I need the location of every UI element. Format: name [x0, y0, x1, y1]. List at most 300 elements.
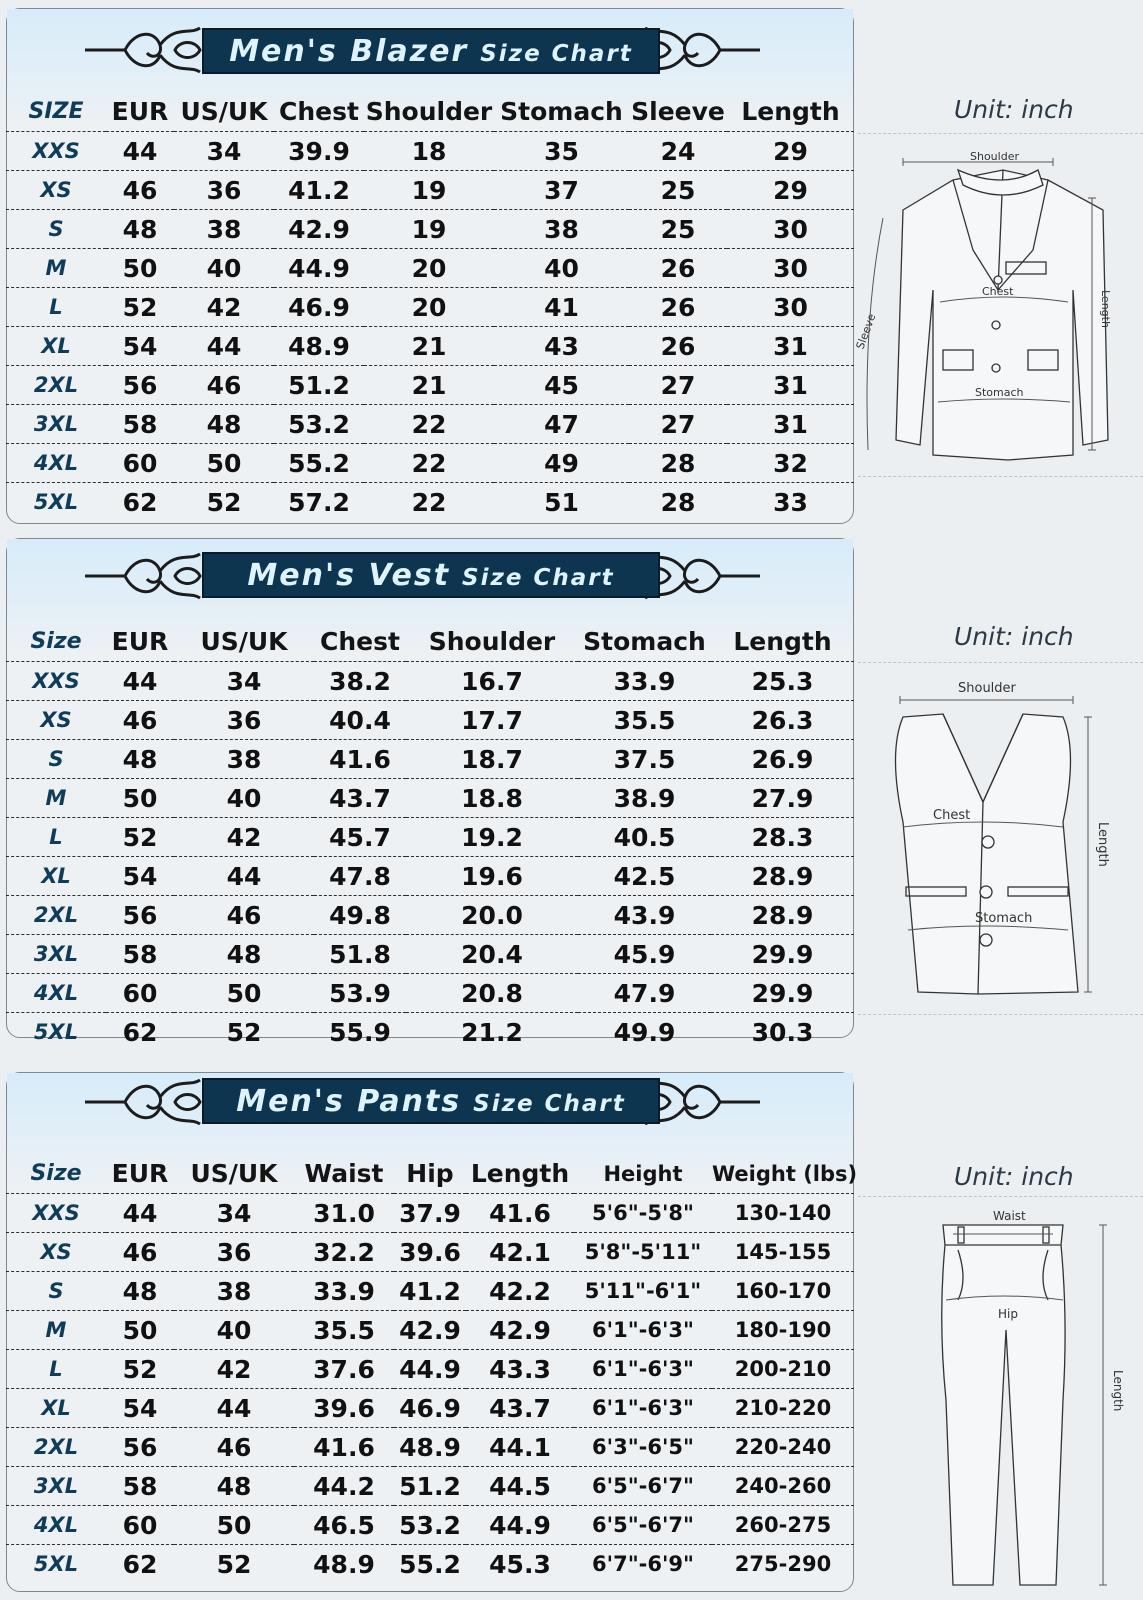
blazer-value-cell: 58	[106, 405, 174, 444]
blazer-value-cell: 52	[106, 288, 174, 327]
vest-title-banner	[202, 552, 660, 598]
vest-table-row	[6, 818, 854, 857]
vest-value-cell: 52	[174, 1013, 314, 1052]
blazer-value-cell: 31	[727, 405, 854, 444]
blazer-value-cell: 28	[629, 444, 727, 483]
vest-value-cell: 44	[106, 662, 174, 701]
blazer-size-cell: 5XL	[6, 483, 106, 522]
blazer-title-sub: Size Chart	[480, 41, 633, 67]
blazer-col-header: Shoulder	[365, 97, 493, 126]
blazer-col-header: Sleeve	[631, 97, 725, 126]
pants-col-header: Length	[470, 1159, 570, 1188]
vest-value-cell: 29.9	[711, 935, 854, 974]
blazer-value-cell: 50	[106, 249, 174, 288]
blazer-size-table	[6, 92, 854, 521]
vest-header-row	[6, 622, 854, 662]
pants-value-cell: 6'1"-6'3"	[574, 1311, 712, 1350]
blazer-value-cell: 31	[727, 327, 854, 366]
blazer-col-header: US/UK	[180, 97, 268, 126]
vest-value-cell: 26.9	[711, 740, 854, 779]
blazer-value-cell: 50	[174, 444, 274, 483]
blazer-value-cell: 39.9	[274, 132, 364, 171]
blazer-value-cell: 48	[106, 210, 174, 249]
blazer-size-cell: S	[6, 210, 106, 249]
blazer-title-banner	[202, 28, 660, 74]
vest-value-cell: 43.7	[314, 779, 406, 818]
blazer-table-row	[6, 288, 854, 327]
pants-value-cell: 41.6	[466, 1194, 574, 1233]
vest-value-cell: 41.6	[314, 740, 406, 779]
blazer-value-cell: 47	[494, 405, 629, 444]
blazer-size-cell: XXS	[6, 132, 106, 171]
vest-value-cell: 16.7	[406, 662, 578, 701]
blazer-value-cell: 18	[364, 132, 494, 171]
vest-value-cell: 40.5	[578, 818, 711, 857]
pants-col-header: Hip	[406, 1159, 454, 1188]
pants-value-cell: 43.7	[466, 1389, 574, 1428]
blazer-value-cell: 46	[174, 366, 274, 405]
pants-value-cell: 41.2	[394, 1272, 466, 1311]
blazer-value-cell: 41	[494, 288, 629, 327]
pants-value-cell: 260-275	[712, 1506, 854, 1545]
pants-value-cell: 37.9	[394, 1194, 466, 1233]
vest-unit-label: Unit: inch	[954, 622, 1074, 651]
vest-size-cell: 4XL	[6, 974, 106, 1013]
vest-title-sub: Size Chart	[462, 565, 615, 591]
pants-value-cell: 48.9	[294, 1545, 394, 1584]
blazer-illustration-divider	[858, 133, 1143, 134]
vest-value-cell: 33.9	[578, 662, 711, 701]
blazer-value-cell: 42	[174, 288, 274, 327]
pants-value-cell: 52	[106, 1350, 174, 1389]
blazer-value-cell: 54	[106, 327, 174, 366]
pants-title-banner	[202, 1078, 660, 1124]
vest-col-header: Size	[30, 629, 82, 654]
vest-value-cell: 19.2	[406, 818, 578, 857]
blazer-col-header: EUR	[111, 97, 169, 126]
vest-value-cell: 26.3	[711, 701, 854, 740]
pants-value-cell: 130-140	[712, 1194, 854, 1233]
vest-value-cell: 28.3	[711, 818, 854, 857]
vest-diagram-icon	[858, 672, 1143, 1002]
pants-value-cell: 55.2	[394, 1545, 466, 1584]
vest-value-cell: 43.9	[578, 896, 711, 935]
vest-size-cell: M	[6, 779, 106, 818]
ornament-left-icon	[85, 20, 205, 80]
pants-table-row	[6, 1467, 854, 1506]
pants-value-cell: 48	[174, 1467, 294, 1506]
pants-table-row	[6, 1545, 854, 1584]
blazer-col-header: Stomach	[500, 97, 623, 126]
blazer-value-cell: 27	[629, 366, 727, 405]
vest-table-row	[6, 662, 854, 701]
blazer-value-cell: 26	[629, 249, 727, 288]
pants-value-cell: 51.2	[394, 1467, 466, 1506]
pants-value-cell: 275-290	[712, 1545, 854, 1584]
blazer-table-row	[6, 366, 854, 405]
blazer-value-cell: 38	[494, 210, 629, 249]
pants-diagram-length-label: Length	[1111, 1370, 1125, 1412]
vest-size-cell: S	[6, 740, 106, 779]
vest-value-cell: 28.9	[711, 857, 854, 896]
pants-value-cell: 6'5"-6'7"	[574, 1506, 712, 1545]
blazer-value-cell: 28	[629, 483, 727, 522]
blazer-table-row	[6, 327, 854, 366]
blazer-value-cell: 26	[629, 327, 727, 366]
pants-value-cell: 46	[174, 1428, 294, 1467]
blazer-value-cell: 30	[727, 210, 854, 249]
pants-header-row	[6, 1154, 854, 1194]
vest-table-row	[6, 740, 854, 779]
blazer-value-cell: 25	[629, 210, 727, 249]
vest-col-header: Stomach	[583, 627, 706, 656]
blazer-table-row	[6, 405, 854, 444]
blazer-diagram-chest-label: Chest	[982, 285, 1014, 298]
blazer-table-row	[6, 171, 854, 210]
pants-value-cell: 34	[174, 1194, 294, 1233]
blazer-value-cell: 46	[106, 171, 174, 210]
blazer-value-cell: 62	[106, 483, 174, 522]
vest-value-cell: 20.0	[406, 896, 578, 935]
vest-size-cell: 5XL	[6, 1013, 106, 1052]
blazer-value-cell: 37	[494, 171, 629, 210]
blazer-value-cell: 22	[364, 405, 494, 444]
vest-value-cell: 51.8	[314, 935, 406, 974]
blazer-value-cell: 60	[106, 444, 174, 483]
vest-value-cell: 50	[174, 974, 314, 1013]
blazer-diagram-icon	[853, 140, 1143, 470]
blazer-value-cell: 22	[364, 444, 494, 483]
blazer-table-row	[6, 132, 854, 171]
vest-col-header: Shoulder	[428, 627, 556, 656]
vest-value-cell: 49.8	[314, 896, 406, 935]
pants-table-row	[6, 1272, 854, 1311]
vest-size-cell: XL	[6, 857, 106, 896]
blazer-value-cell: 44	[106, 132, 174, 171]
pants-value-cell: 44	[174, 1389, 294, 1428]
vest-col-header: Length	[733, 627, 832, 656]
vest-value-cell: 48	[106, 740, 174, 779]
pants-title-sub: Size Chart	[473, 1091, 626, 1117]
pants-value-cell: 5'11"-6'1"	[574, 1272, 712, 1311]
pants-value-cell: 33.9	[294, 1272, 394, 1311]
vest-value-cell: 20.4	[406, 935, 578, 974]
blazer-value-cell: 36	[174, 171, 274, 210]
vest-value-cell: 36	[174, 701, 314, 740]
blazer-value-cell: 35	[494, 132, 629, 171]
blazer-value-cell: 21	[364, 366, 494, 405]
blazer-diagram-shoulder-label: Shoulder	[970, 150, 1019, 163]
pants-value-cell: 36	[174, 1233, 294, 1272]
vest-value-cell: 42.5	[578, 857, 711, 896]
blazer-value-cell: 19	[364, 171, 494, 210]
blazer-value-cell: 49	[494, 444, 629, 483]
pants-value-cell: 44.2	[294, 1467, 394, 1506]
blazer-value-cell: 29	[727, 171, 854, 210]
blazer-value-cell: 41.2	[274, 171, 364, 210]
blazer-title: Men's Blazer	[229, 34, 469, 69]
vest-value-cell: 55.9	[314, 1013, 406, 1052]
pants-value-cell: 180-190	[712, 1311, 854, 1350]
vest-value-cell: 27.9	[711, 779, 854, 818]
pants-value-cell: 38	[174, 1272, 294, 1311]
pants-value-cell: 48.9	[394, 1428, 466, 1467]
vest-value-cell: 60	[106, 974, 174, 1013]
vest-value-cell: 25.3	[711, 662, 854, 701]
blazer-value-cell: 40	[174, 249, 274, 288]
vest-size-table	[6, 622, 854, 1051]
blazer-value-cell: 24	[629, 132, 727, 171]
pants-value-cell: 54	[106, 1389, 174, 1428]
pants-value-cell: 41.6	[294, 1428, 394, 1467]
pants-col-header: US/UK	[190, 1159, 278, 1188]
vest-value-cell: 62	[106, 1013, 174, 1052]
blazer-illustration-divider-bottom	[858, 476, 1143, 477]
blazer-value-cell: 19	[364, 210, 494, 249]
pants-size-cell: 3XL	[6, 1467, 106, 1506]
vest-value-cell: 45.9	[578, 935, 711, 974]
vest-value-cell: 46	[106, 701, 174, 740]
pants-value-cell: 44.9	[394, 1350, 466, 1389]
pants-value-cell: 145-155	[712, 1233, 854, 1272]
vest-size-cell: 3XL	[6, 935, 106, 974]
pants-col-header: Size	[30, 1161, 82, 1186]
vest-table-row	[6, 701, 854, 740]
blazer-size-cell: XS	[6, 171, 106, 210]
pants-value-cell: 6'1"-6'3"	[574, 1389, 712, 1428]
vest-value-cell: 20.8	[406, 974, 578, 1013]
blazer-value-cell: 29	[727, 132, 854, 171]
pants-table-row	[6, 1350, 854, 1389]
blazer-col-header: SIZE	[28, 99, 84, 124]
vest-value-cell: 38.2	[314, 662, 406, 701]
blazer-size-cell: 2XL	[6, 366, 106, 405]
blazer-table-row	[6, 249, 854, 288]
vest-value-cell: 28.9	[711, 896, 854, 935]
vest-value-cell: 52	[106, 818, 174, 857]
pants-value-cell: 56	[106, 1428, 174, 1467]
blazer-value-cell: 48	[174, 405, 274, 444]
blazer-table-row	[6, 483, 854, 522]
pants-value-cell: 42.2	[466, 1272, 574, 1311]
pants-value-cell: 210-220	[712, 1389, 854, 1428]
vest-size-cell: L	[6, 818, 106, 857]
pants-col-header: Waist	[304, 1159, 384, 1188]
vest-value-cell: 54	[106, 857, 174, 896]
vest-table-row	[6, 779, 854, 818]
pants-value-cell: 46.9	[394, 1389, 466, 1428]
vest-col-header: US/UK	[200, 627, 288, 656]
pants-value-cell: 160-170	[712, 1272, 854, 1311]
vest-value-cell: 42	[174, 818, 314, 857]
vest-table-row	[6, 1013, 854, 1052]
pants-value-cell: 42.9	[394, 1311, 466, 1350]
pants-size-cell: 2XL	[6, 1428, 106, 1467]
ornament-left-icon	[85, 1072, 205, 1132]
blazer-value-cell: 20	[364, 249, 494, 288]
pants-value-cell: 53.2	[394, 1506, 466, 1545]
vest-size-cell: XS	[6, 701, 106, 740]
vest-value-cell: 53.9	[314, 974, 406, 1013]
pants-table-row	[6, 1389, 854, 1428]
pants-value-cell: 6'7"-6'9"	[574, 1545, 712, 1584]
blazer-value-cell: 53.2	[274, 405, 364, 444]
pants-value-cell: 46.5	[294, 1506, 394, 1545]
pants-size-cell: 5XL	[6, 1545, 106, 1584]
blazer-size-cell: 4XL	[6, 444, 106, 483]
pants-value-cell: 32.2	[294, 1233, 394, 1272]
vest-illustration-divider	[858, 662, 1143, 663]
pants-value-cell: 39.6	[394, 1233, 466, 1272]
pants-value-cell: 39.6	[294, 1389, 394, 1428]
blazer-value-cell: 34	[174, 132, 274, 171]
vest-value-cell: 34	[174, 662, 314, 701]
pants-value-cell: 42	[174, 1350, 294, 1389]
blazer-value-cell: 55.2	[274, 444, 364, 483]
vest-col-header: Chest	[320, 627, 400, 656]
blazer-value-cell: 40	[494, 249, 629, 288]
pants-size-cell: L	[6, 1350, 106, 1389]
pants-value-cell: 5'6"-5'8"	[574, 1194, 712, 1233]
pants-illustration-divider	[858, 1196, 1143, 1197]
blazer-unit-label: Unit: inch	[954, 95, 1074, 124]
blazer-size-cell: 3XL	[6, 405, 106, 444]
pants-title: Men's Pants	[236, 1084, 462, 1119]
blazer-value-cell: 20	[364, 288, 494, 327]
blazer-value-cell: 32	[727, 444, 854, 483]
vest-size-cell: 2XL	[6, 896, 106, 935]
ornament-left-icon	[85, 546, 205, 606]
blazer-value-cell: 33	[727, 483, 854, 522]
blazer-value-cell: 44	[174, 327, 274, 366]
pants-value-cell: 44.5	[466, 1467, 574, 1506]
pants-value-cell: 200-210	[712, 1350, 854, 1389]
pants-value-cell: 43.3	[466, 1350, 574, 1389]
vest-value-cell: 50	[106, 779, 174, 818]
blazer-value-cell: 42.9	[274, 210, 364, 249]
blazer-value-cell: 44.9	[274, 249, 364, 288]
vest-diagram-shoulder-label: Shoulder	[958, 681, 1016, 696]
pants-value-cell: 60	[106, 1506, 174, 1545]
pants-value-cell: 6'1"-6'3"	[574, 1350, 712, 1389]
pants-value-cell: 44.9	[466, 1506, 574, 1545]
pants-value-cell: 50	[174, 1506, 294, 1545]
blazer-value-cell: 45	[494, 366, 629, 405]
pants-table-row	[6, 1311, 854, 1350]
pants-value-cell: 44	[106, 1194, 174, 1233]
blazer-col-header: Chest	[279, 97, 359, 126]
blazer-value-cell: 31	[727, 366, 854, 405]
pants-size-cell: XS	[6, 1233, 106, 1272]
pants-table-row	[6, 1233, 854, 1272]
pants-value-cell: 44.1	[466, 1428, 574, 1467]
vest-value-cell: 38.9	[578, 779, 711, 818]
blazer-value-cell: 26	[629, 288, 727, 327]
blazer-value-cell: 51.2	[274, 366, 364, 405]
blazer-value-cell: 27	[629, 405, 727, 444]
pants-value-cell: 52	[174, 1545, 294, 1584]
blazer-value-cell: 43	[494, 327, 629, 366]
pants-col-header: EUR	[111, 1159, 169, 1188]
pants-value-cell: 6'3"-6'5"	[574, 1428, 712, 1467]
vest-value-cell: 19.6	[406, 857, 578, 896]
pants-diagram-waist-label: Waist	[993, 1209, 1026, 1223]
blazer-size-cell: L	[6, 288, 106, 327]
blazer-diagram-length-label: Length	[1099, 290, 1112, 328]
vest-value-cell: 44	[174, 857, 314, 896]
blazer-value-cell: 57.2	[274, 483, 364, 522]
pants-diagram-hip-label: Hip	[998, 1307, 1018, 1321]
pants-value-cell: 42.1	[466, 1233, 574, 1272]
pants-table-row	[6, 1428, 854, 1467]
pants-value-cell: 58	[106, 1467, 174, 1506]
vest-table-row	[6, 974, 854, 1013]
vest-size-cell: XXS	[6, 662, 106, 701]
vest-table-row	[6, 896, 854, 935]
blazer-diagram-sleeve-label: Sleeve	[853, 311, 879, 352]
blazer-table-row	[6, 210, 854, 249]
vest-value-cell: 21.2	[406, 1013, 578, 1052]
pants-value-cell: 50	[106, 1311, 174, 1350]
pants-size-cell: XXS	[6, 1194, 106, 1233]
pants-value-cell: 42.9	[466, 1311, 574, 1350]
blazer-value-cell: 46.9	[274, 288, 364, 327]
vest-value-cell: 35.5	[578, 701, 711, 740]
blazer-value-cell: 22	[364, 483, 494, 522]
vest-value-cell: 48	[174, 935, 314, 974]
pants-table-row	[6, 1194, 854, 1233]
pants-table-row	[6, 1506, 854, 1545]
blazer-table-row	[6, 444, 854, 483]
blazer-value-cell: 30	[727, 249, 854, 288]
vest-illustration-divider-bottom	[858, 1014, 1143, 1015]
vest-table-row	[6, 857, 854, 896]
pants-size-cell: 4XL	[6, 1506, 106, 1545]
pants-value-cell: 46	[106, 1233, 174, 1272]
pants-value-cell: 31.0	[294, 1194, 394, 1233]
pants-col-header: Weight (lbs)	[712, 1161, 858, 1186]
vest-value-cell: 37.5	[578, 740, 711, 779]
pants-value-cell: 45.3	[466, 1545, 574, 1584]
vest-value-cell: 18.8	[406, 779, 578, 818]
blazer-value-cell: 21	[364, 327, 494, 366]
blazer-value-cell: 25	[629, 171, 727, 210]
blazer-col-header: Length	[741, 97, 840, 126]
pants-value-cell: 5'8"-5'11"	[574, 1233, 712, 1272]
vest-value-cell: 29.9	[711, 974, 854, 1013]
vest-value-cell: 49.9	[578, 1013, 711, 1052]
vest-value-cell: 46	[174, 896, 314, 935]
blazer-diagram-stomach-label: Stomach	[975, 386, 1024, 399]
pants-value-cell: 240-260	[712, 1467, 854, 1506]
pants-col-header: Height	[603, 1161, 683, 1186]
vest-value-cell: 30.3	[711, 1013, 854, 1052]
pants-size-cell: M	[6, 1311, 106, 1350]
blazer-value-cell: 52	[174, 483, 274, 522]
vest-value-cell: 45.7	[314, 818, 406, 857]
vest-value-cell: 47.9	[578, 974, 711, 1013]
vest-col-header: EUR	[111, 627, 169, 656]
vest-diagram-stomach-label: Stomach	[975, 911, 1033, 926]
blazer-value-cell: 51	[494, 483, 629, 522]
pants-unit-label: Unit: inch	[954, 1162, 1074, 1191]
blazer-size-cell: M	[6, 249, 106, 288]
pants-size-cell: S	[6, 1272, 106, 1311]
vest-title: Men's Vest	[247, 558, 451, 593]
vest-table-row	[6, 935, 854, 974]
blazer-value-cell: 56	[106, 366, 174, 405]
pants-size-table	[6, 1154, 858, 1583]
